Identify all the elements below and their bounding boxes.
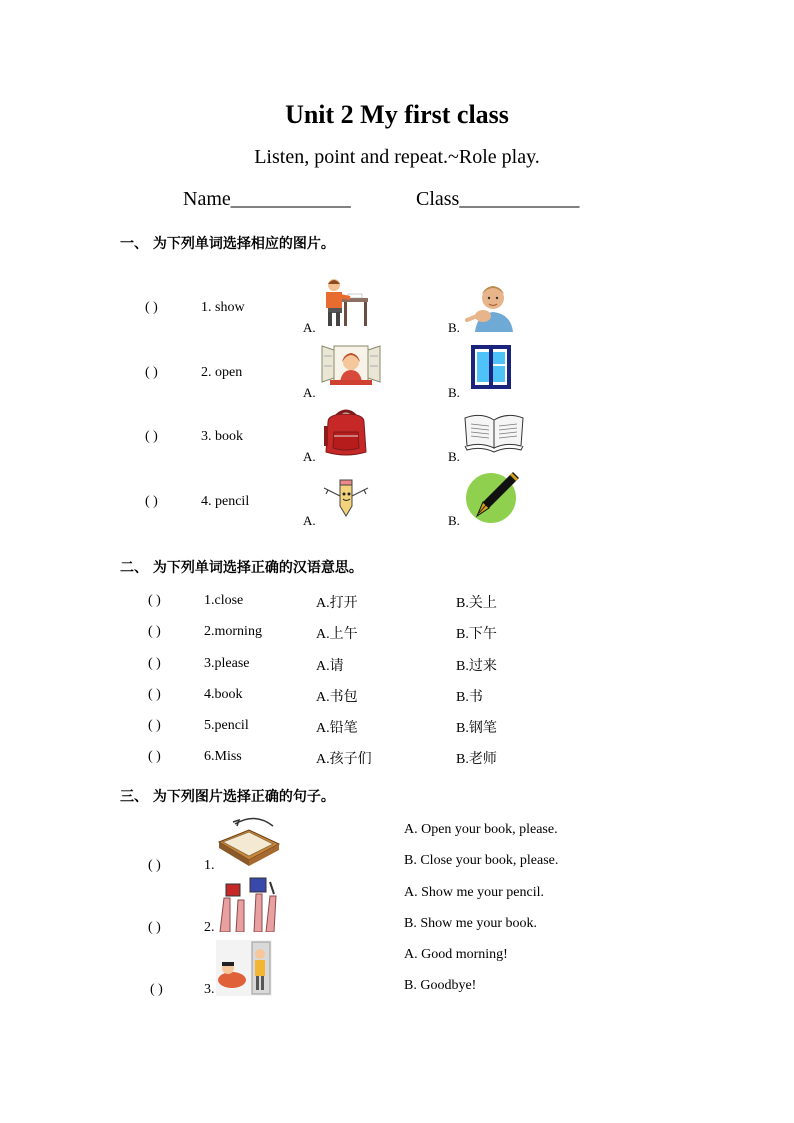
red-backpack-icon[interactable] xyxy=(320,406,372,458)
word: 6.Miss xyxy=(204,749,242,764)
closing-book-icon[interactable] xyxy=(215,814,283,870)
sentence-option: B. Close your book, please. xyxy=(404,853,559,868)
sentence-option: B. Goodbye! xyxy=(404,978,477,993)
option-a: A.孩子们 xyxy=(316,752,372,767)
question-word: 3. book xyxy=(201,429,243,444)
option-b: B.关上 xyxy=(456,596,497,611)
word: 5.pencil xyxy=(204,718,249,733)
girl-at-open-window-icon[interactable] xyxy=(320,342,382,390)
name-field[interactable]: Name____________ xyxy=(183,188,351,210)
word: 1.close xyxy=(204,593,244,608)
answer-blank[interactable]: ( ) xyxy=(145,365,158,380)
page-title: Unit 2 My first class xyxy=(285,100,509,129)
option-a-label: A. xyxy=(303,320,316,335)
item-number: 1. xyxy=(204,858,215,873)
student-at-desk-icon[interactable] xyxy=(320,276,372,328)
hands-holding-items-icon[interactable] xyxy=(216,876,278,932)
pencil-character-icon[interactable] xyxy=(320,478,372,520)
answer-blank[interactable]: ( ) xyxy=(148,656,161,671)
sentence-option: A. Good morning! xyxy=(404,947,508,962)
sentence-option: B. Show me your book. xyxy=(404,916,537,931)
option-b: B.老师 xyxy=(456,752,497,767)
boy-waving-at-door-icon[interactable] xyxy=(216,940,272,996)
class-field[interactable]: Class____________ xyxy=(416,188,580,210)
answer-blank[interactable]: ( ) xyxy=(148,687,161,702)
option-a: A.请 xyxy=(316,659,344,674)
answer-blank[interactable]: ( ) xyxy=(148,920,161,935)
item-number: 3. xyxy=(204,982,215,997)
option-b-label: B. xyxy=(448,385,460,400)
option-b: B.下午 xyxy=(456,627,497,642)
answer-blank[interactable]: ( ) xyxy=(145,429,158,444)
option-b-label: B. xyxy=(448,320,460,335)
option-b: B.过来 xyxy=(456,659,497,674)
window-icon[interactable] xyxy=(470,344,512,390)
option-a: A.打开 xyxy=(316,596,358,611)
open-book-icon[interactable] xyxy=(463,410,525,454)
word: 4.book xyxy=(204,687,243,702)
option-a-label: A. xyxy=(303,513,316,528)
word: 3.please xyxy=(204,656,250,671)
boy-pointing-icon[interactable] xyxy=(465,276,521,332)
answer-blank[interactable]: ( ) xyxy=(148,593,161,608)
item-number: 2. xyxy=(204,920,215,935)
answer-blank[interactable]: ( ) xyxy=(148,624,161,639)
option-a-label: A. xyxy=(303,449,316,464)
section1-heading: 一、 为下列单词选择相应的图片。 xyxy=(120,236,335,252)
question-word: 2. open xyxy=(201,365,243,380)
option-b-label: B. xyxy=(448,513,460,528)
answer-blank[interactable]: ( ) xyxy=(150,982,163,997)
option-b: B.钢笔 xyxy=(456,721,497,736)
sentence-option: A. Show me your pencil. xyxy=(404,885,544,900)
section3-heading: 三、 为下列图片选择正确的句子。 xyxy=(120,789,335,805)
section2-heading: 二、 为下列单词选择正确的汉语意思。 xyxy=(120,560,363,576)
sentence-option: A. Open your book, please. xyxy=(404,822,558,837)
option-a-label: A. xyxy=(303,385,316,400)
fountain-pen-icon[interactable] xyxy=(463,468,523,524)
option-b: B.书 xyxy=(456,690,483,705)
option-a: A.铅笔 xyxy=(316,721,358,736)
answer-blank[interactable]: ( ) xyxy=(148,749,161,764)
option-b-label: B. xyxy=(448,449,460,464)
option-a: A.上午 xyxy=(316,627,358,642)
question-word: 4. pencil xyxy=(201,494,250,509)
answer-blank[interactable]: ( ) xyxy=(145,300,158,315)
option-a: A.书包 xyxy=(316,690,358,705)
answer-blank[interactable]: ( ) xyxy=(148,718,161,733)
page-subtitle: Listen, point and repeat.~Role play. xyxy=(254,146,540,168)
word: 2.morning xyxy=(204,624,262,639)
answer-blank[interactable]: ( ) xyxy=(148,858,161,873)
answer-blank[interactable]: ( ) xyxy=(145,494,158,509)
question-word: 1. show xyxy=(201,300,245,315)
